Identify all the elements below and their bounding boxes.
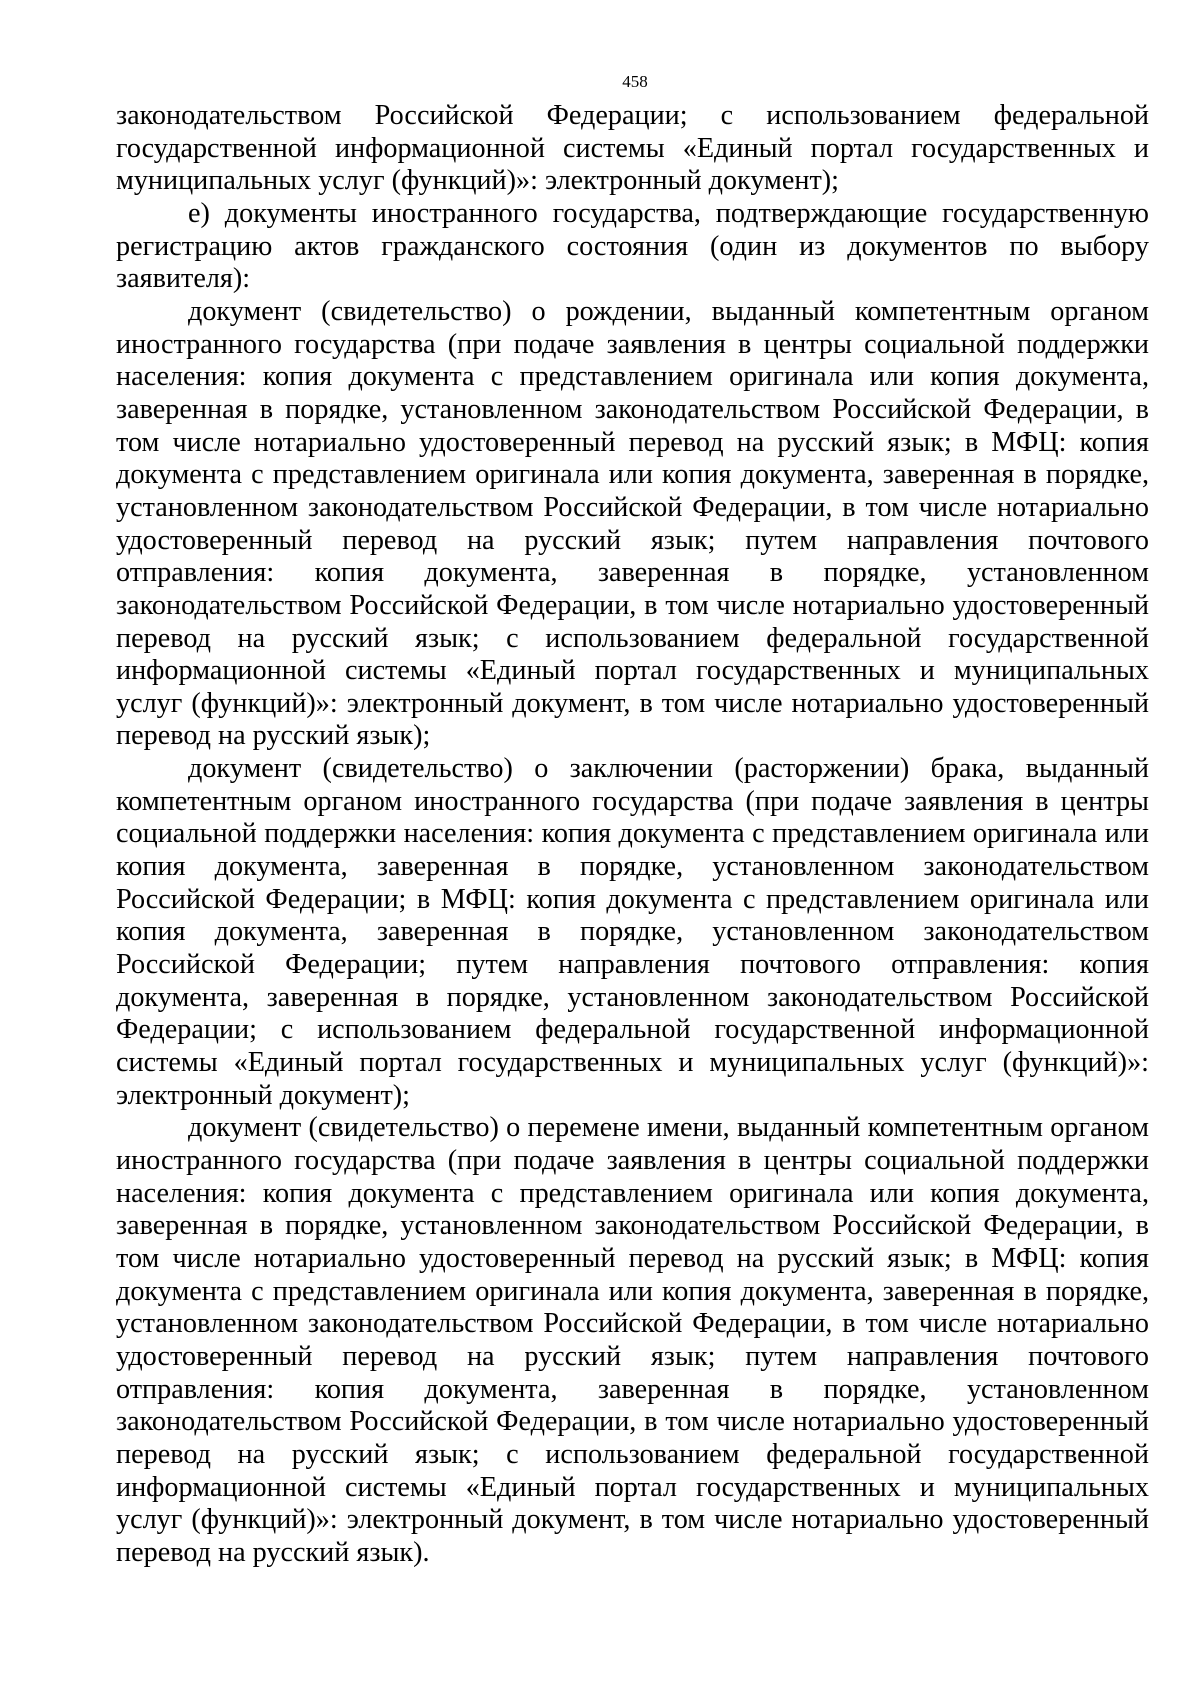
paragraph-name-change-certificate: документ (свидетельство) о перемене имени, выданный компетентным органом иностранного государства (при подаче заявления в центры социальной поддержки населения: копия документа с представлением оригинала или копия документа, заверенная в порядке, установленном законодательством Российской Федерации, в том числе нотариально удостоверенный перевод на русский язык; в МФЦ: копия документа с представлением оригинала или копия документа, заверенная в порядке, установленном законодательством Российской Федерации, в том числе нотариально удостоверенный перевод на русский язык; путем направления почтового отправления: копия документа, заверенная в порядке, установленном законодательством Российской Федерации, в том числе нотариально удостоверенный перевод на русский язык; с использованием федеральной государственной информационной системы «Единый портал государственных и муниципальных услуг (функций)»: электронный документ, в том числе нотариально удостоверенный перевод на русский язык). — [116, 1112, 1149, 1568]
paragraph-item-e: е) документы иностранного государства, подтверждающие государственную регистрацию актов гражданского состояния (один из документов по выбору заявителя): — [116, 197, 1149, 295]
document-body — [116, 100, 1149, 1570]
paragraph-continuation: законодательством Российской Федерации; с использованием федеральной государственной информационной системы «Единый портал государственных и муниципальных услуг (функций)»: электронный документ); — [116, 100, 1149, 197]
page-number: 458 — [622, 72, 648, 91]
paragraph-marriage-certificate: документ (свидетельство) о заключении (расторжении) брака, выданный компетентным органом иностранного государства (при подаче заявления в центры социальной поддержки населения: копия документа с представлением оригинала или копия документа, заверенная в порядке, установленном законодательством Российской Федерации; в МФЦ: копия документа с представлением оригинала или копия документа, заверенная в порядке, установленном законодательством Российской Федерации; путем направления почтового отправления: копия документа, заверенная в порядке, установленном законодательством Российской Федерации; с использованием федеральной государственной информационной системы «Единый портал государственных и муниципальных услуг (функций)»: электронный документ); — [116, 753, 1149, 1111]
paragraph-birth-certificate: документ (свидетельство) о рождении, выданный компетентным органом иностранного государства (при подаче заявления в центры социальной поддержки населения: копия документа с представлением оригинала или копия документа, заверенная в порядке, установленном законодательством Российской Федерации, в том числе нотариально удостоверенный перевод на русский язык; в МФЦ: копия документа с представлением оригинала или копия документа, заверенная в порядке, установленном законодательством Российской Федерации, в том числе нотариально удостоверенный перевод на русский язык; путем направления почтового отправления: копия документа, заверенная в порядке, установленном законодательством Российской Федерации, в том числе нотариально удостоверенный перевод на русский язык; с использованием федеральной государственной информационной системы «Единый портал государственных и муниципальных услуг (функций)»: электронный документ, в том числе нотариально удостоверенный перевод на русский язык); — [116, 295, 1149, 752]
